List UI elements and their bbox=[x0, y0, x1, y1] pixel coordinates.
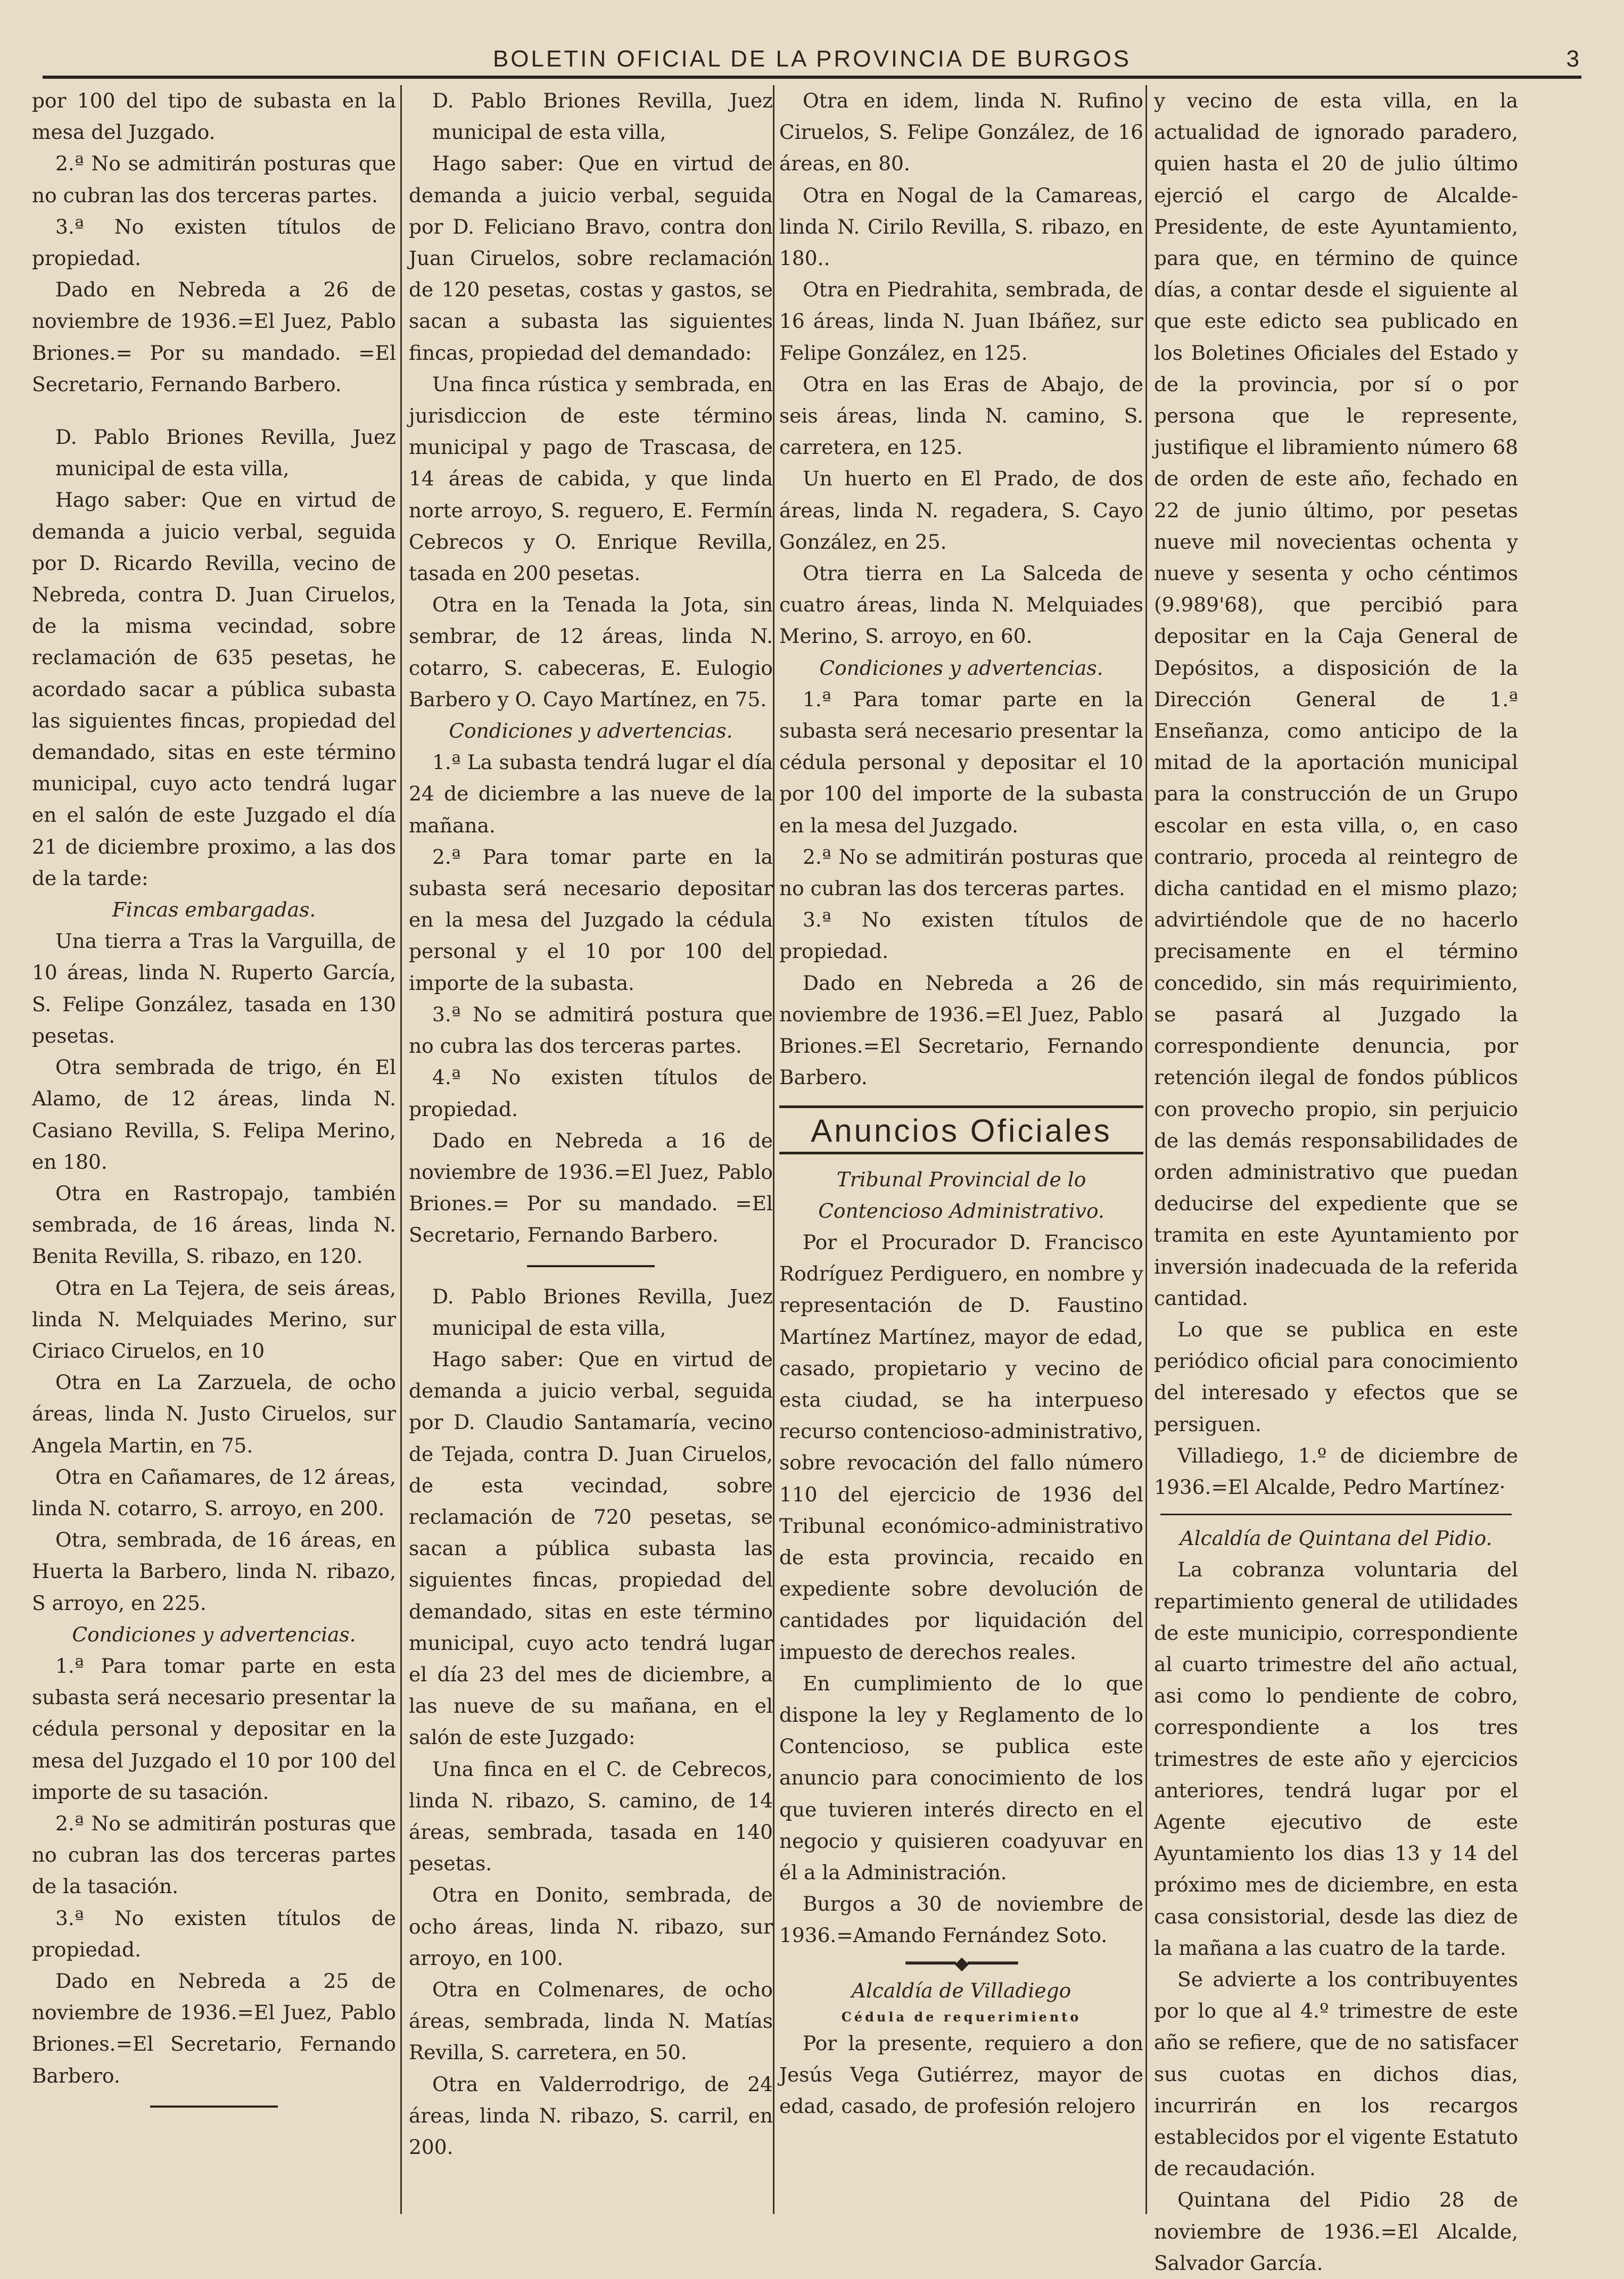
column-3 bbox=[779, 85, 1143, 2122]
paragraph: 1.ª Para tomar parte en esta subasta será necesario presentar la cédula personal y depositar en la mesa del Juzgado el 10 por 100 del importe de su tasación. bbox=[32, 1654, 396, 1804]
paragraph: 3.ª No existen títulos de propiedad. bbox=[779, 908, 1143, 963]
section-heading: Condiciones y advertencias. bbox=[449, 719, 733, 743]
paragraph: Otra en idem, linda N. Rufino Ciruelos, S. Felipe González, de 16 áreas, en 80. bbox=[779, 89, 1143, 176]
paragraph: En cumplimiento de lo que dispone la ley y Reglamento de lo Contencioso, se publica este anuncio para conocimiento de los que tuvieren interés directo en el negocio y quisieren coadyuvar en él a la Administración. bbox=[779, 1671, 1143, 1884]
paragraph: 3.ª No existen títulos de propiedad. bbox=[32, 214, 396, 270]
paragraph: Lo que se publica en este periódico oficial para conocimiento del interesado y efectos que se persiguen. bbox=[1154, 1317, 1518, 1436]
column-divider bbox=[1145, 85, 1147, 2214]
paragraph: Hago saber: Que en virtud de demanda a juicio verbal, seguida por D. Claudio Santamaría, vecino de Tejada, contra D. Juan Ciruelos, de esta vecindad, sobre reclamación de 720 pesetas, se sacan a pública subasta las siguientes fincas, propiedad del demandado, sitas en este término municipal, cuyo acto tendrá lugar el día 23 del mes de diciembre, a las nueve de su mañana, en el salón de este Juzgado: bbox=[409, 1347, 773, 1749]
paragraph: Villadiego, 1.º de diciembre de 1936.=El Alcalde, Pedro Martínez· bbox=[1154, 1443, 1518, 1499]
paragraph: Un huerto en El Prado, de dos áreas, linda N. regadera, S. Cayo González, en 25. bbox=[779, 467, 1143, 554]
paragraph: Dado en Nebreda a 26 de noviembre de 1936.=El Juez, Pablo Briones.=El Secretario, Fernando Barbero. bbox=[779, 971, 1143, 1089]
paragraph: 2.ª No se admitirán posturas que no cubran las dos terceras partes. bbox=[32, 152, 396, 207]
paragraph: D. Pablo Briones Revilla, Juez municipal de esta villa, bbox=[432, 89, 773, 144]
paragraph: Dado en Nebreda a 16 de noviembre de 1936.=El Juez, Pablo Briones.= Por su mandado. =El Secretario, Fernando Barbero. bbox=[409, 1128, 773, 1247]
paragraph: Se advierte a los contribuyentes por lo que al 4.º trimestre de este año se refiere, que de no satisfacer sus cuotas en dichos dias, incurrirán en los recargos establecidos por el vigente Estatuto de recaudación. bbox=[1154, 1967, 1518, 2181]
paragraph: por 100 del tipo de subasta en la mesa del Juzgado. bbox=[32, 89, 396, 144]
paragraph: Otra en La Tejera, de seis áreas, linda N. Melquiades Merino, sur Ciriaco Ciruelos, en 10 bbox=[32, 1276, 396, 1363]
paragraph: 2.ª Para tomar parte en la subasta será necesario depositar en la mesa del Juzgado la cédula personal y el 10 por 100 del importe de la subasta. bbox=[409, 845, 773, 995]
paragraph: Una tierra a Tras la Varguilla, de 10 áreas, linda N. Ruperto García, S. Felipe González, tasada en 130 pesetas. bbox=[32, 929, 396, 1047]
paragraph: Por el Procurador D. Francisco Rodríguez Perdiguero, en nombre y representación de D. Faustino Martínez Martínez, mayor de edad, casado, propietario y vecino de esta ciudad, se ha interpueso recurso contencioso-administrativo, sobre revocación del fallo número 110 del ejercicio de 1936 del Tribunal económico-administrativo de esta provincia, recaido en expediente sobre devolución de cantidades por liquidación del impuesto de derechos reales. bbox=[779, 1230, 1143, 1664]
paragraph: Otra en Nogal de la Camareas, linda N. Cirilo Revilla, S. ribazo, en 180.. bbox=[779, 183, 1143, 270]
paragraph: Otra en Valderrodrigo, de 24 áreas, linda N. ribazo, S. carril, en 200. bbox=[409, 2072, 773, 2159]
paragraph: 3.ª No se admitirá postura que no cubra las dos terceras partes. bbox=[409, 1002, 773, 1058]
paragraph: 3.ª No existen títulos de propiedad. bbox=[32, 1906, 396, 1961]
paragraph: Una finca rústica y sembrada, en jurisdiccion de este término municipal y pago de Trascasa, de 14 áreas de cabida, y que linda norte arroyo, S. reguero, E. Fermín Cebrecos y O. Enrique Revilla, tasada en 200 pesetas. bbox=[409, 372, 773, 585]
ornament-divider: ━━━━━◆━━━━━ bbox=[905, 1952, 1017, 1974]
paragraph: Hago saber: Que en virtud de demanda a juicio verbal, seguida por D. Ricardo Revilla, vecino de Nebreda, contra D. Juan Ciruelos, de la misma vecindad, sobre reclamación de 635 pesetas, he acordado sacar a pública subasta las siguientes fincas, propiedad del demandado, sitas en este término municipal, cuyo acto tendrá lugar en el salón de este Juzgado el día 21 de diciembre proximo, a las dos de la tarde: bbox=[32, 488, 396, 890]
paragraph: Otra en Rastropajo, también sembrada, de 16 áreas, linda N. Benita Revilla, S. ribazo, en 120. bbox=[32, 1181, 396, 1268]
paragraph: Por la presente, requiero a don Jesús Vega Gutiérrez, mayor de edad, casado, de profesión relojero bbox=[779, 2031, 1143, 2118]
subheading: Cédula de requerimiento bbox=[841, 2009, 1082, 2025]
paragraph: Otra en Colmenares, de ocho áreas, sembrada, linda N. Matías Revilla, S. carretera, en 50. bbox=[409, 1977, 773, 2065]
separator-rule bbox=[527, 1265, 655, 1267]
paragraph: Otra en La Zarzuela, de ocho áreas, linda N. Justo Ciruelos, sur Angela Martin, en 75. bbox=[32, 1370, 396, 1457]
paragraph: 2.ª No se admitirán posturas que no cubran las dos terceras partes. bbox=[779, 845, 1143, 901]
paragraph: 4.ª No existen títulos de propiedad. bbox=[409, 1066, 773, 1121]
paragraph: Otra en las Eras de Abajo, de seis áreas, linda N. camino, S. carretera, en 125. bbox=[779, 372, 1143, 459]
paragraph: Otra sembrada de trigo, én El Alamo, de 12 áreas, linda N. Casiano Revilla, S. Felipa Merino, en 180. bbox=[32, 1055, 396, 1174]
paragraph: Dado en Nebreda a 25 de noviembre de 1936.=El Juez, Pablo Briones.=El Secretario, Fernando Barbero. bbox=[32, 1969, 396, 2087]
paragraph: La cobranza voluntaria del repartimiento general de utilidades de este municipio, correspondiente al cuarto trimestre del año actual, asi como lo pendiente de cobro, correspondiente a los tres trimestres de este año y ejercicios anteriores, tendrá lugar por el Agente ejecutivo de este Ayuntamiento los dias 13 y 14 del próximo mes de diciembre, en esta casa consistorial, desde las diez de la mañana a las cuatro de la tarde. bbox=[1154, 1558, 1518, 1960]
section-heading: Alcaldía de Villadiego bbox=[851, 1978, 1071, 2002]
column-divider bbox=[400, 85, 402, 2214]
paragraph: 1.ª La subasta tendrá lugar el día 24 de diciembre a las nueve de la mañana. bbox=[409, 750, 773, 837]
paragraph: Otra en Cañamares, de 12 áreas, linda N. cotarro, S. arroyo, en 200. bbox=[32, 1465, 396, 1520]
paragraph: Quintana del Pidio 28 de noviembre de 1936.=El Alcalde, Salvador García. bbox=[1154, 2188, 1518, 2275]
page-number: 3 bbox=[1566, 46, 1581, 72]
column-divider bbox=[773, 85, 774, 2214]
section-heading: Tribunal Provincial de lo Contencioso Administrativo. bbox=[818, 1167, 1104, 1223]
column-2 bbox=[409, 85, 773, 2163]
section-heading: Fincas embargadas. bbox=[112, 898, 316, 922]
page-header bbox=[43, 44, 1581, 79]
separator-rule bbox=[1160, 1514, 1512, 1515]
section-heading: Condiciones y advertencias. bbox=[819, 656, 1103, 680]
paragraph: 1.ª Para tomar parte en la subasta será necesario presentar la cédula personal y depositar el 10 por 100 del importe de la subasta en la mesa del Juzgado. bbox=[779, 687, 1143, 837]
section-banner: Anuncios Oficiales bbox=[779, 1105, 1143, 1154]
publication-title: BOLETIN OFICIAL DE LA PROVINCIA DE BURGOS bbox=[492, 46, 1132, 72]
paragraph: Otra en Donito, sembrada, de ocho áreas, linda N. ribazo, sur arroyo, en 100. bbox=[409, 1883, 773, 1970]
paragraph: y vecino de esta villa, en la actualidad de ignorado paradero, quien hasta el 20 de julio último ejerció el cargo de Alcalde-Presidente, de este Ayuntamiento, para que, en término de quince días, a contar desde el siguiente al que este edicto sea publicado en los Boletines Oficiales del Estado y de la provincia, por sí o por persona que le represente, justifique el libramiento número 68 de orden de este año, fechado en 22 de junio último, por pesetas nueve mil novecientas ochenta y nueve y sesenta y ocho céntimos (9.989'68), que percibió para depositar en la Caja General de Depósitos, a disposición de la Dirección General de 1.ª Enseñanza, como anticipo de la mitad de la aportación municipal para la construcción de un Grupo escolar en esta villa, o, en caso contrario, proceda al reintegro de dicha cantidad en el mismo plazo; advirtiéndole que de no hacerlo precisamente en el término concedido, sin más requirimiento, se pasará al Juzgado la correspondiente denuncia, por retención ilegal de fondos públicos con provecho propio, sin perjuicio de las demás responsabilidades de orden administrativo que puedan deducirse del expediente que se tramita en este Ayuntamiento por inversión inadecuada de la referida cantidad. bbox=[1154, 89, 1518, 1310]
paragraph: Otra en Piedrahita, sembrada, de 16 áreas, linda N. Juan Ibáñez, sur Felipe González, en 125. bbox=[779, 278, 1143, 365]
column-1 bbox=[32, 85, 396, 2121]
paragraph: Burgos a 30 de noviembre de 1936.=Amando Fernández Soto. bbox=[779, 1892, 1143, 1947]
paragraph: D. Pablo Briones Revilla, Juez municipal de esta villa, bbox=[55, 425, 396, 481]
paragraph: Hago saber: Que en virtud de demanda a juicio verbal, seguida por D. Feliciano Bravo, contra don Juan Ciruelos, sobre reclamación de 120 pesetas, costas y gastos, se sacan a subasta las siguientes fincas, propiedad del demandado: bbox=[409, 152, 773, 365]
paragraph: D. Pablo Briones Revilla, Juez municipal de esta villa, bbox=[432, 1284, 773, 1340]
paragraph: Otra en la Tenada la Jota, sin sembrar, de 12 áreas, linda N. cotarro, S. cabeceras, E. Eulogio Barbero y O. Cayo Martínez, en 75. bbox=[409, 593, 773, 711]
paragraph: Dado en Nebreda a 26 de noviembre de 1936.=El Juez, Pablo Briones.= Por su mandado. =El Secretario, Fernando Barbero. bbox=[32, 278, 396, 396]
paragraph: Otra tierra en La Salceda de cuatro áreas, linda N. Melquiades Merino, S. arroyo, en 60. bbox=[779, 562, 1143, 648]
section-heading: Condiciones y advertencias. bbox=[72, 1622, 356, 1646]
paragraph: Otra, sembrada, de 16 áreas, en Huerta la Barbero, linda N. ribazo, S arroyo, en 225. bbox=[32, 1528, 396, 1615]
paragraph: 2.ª No se admitirán posturas que no cubran las dos terceras partes de la tasación. bbox=[32, 1811, 396, 1898]
paragraph: Una finca en el C. de Cebrecos, linda N. ribazo, S. camino, de 14 áreas, sembrada, tasada en 140 pesetas. bbox=[409, 1757, 773, 1876]
section-heading: Alcaldía de Quintana del Pidio. bbox=[1180, 1526, 1493, 1550]
separator-rule bbox=[150, 2105, 278, 2108]
column-4 bbox=[1154, 85, 1518, 2279]
